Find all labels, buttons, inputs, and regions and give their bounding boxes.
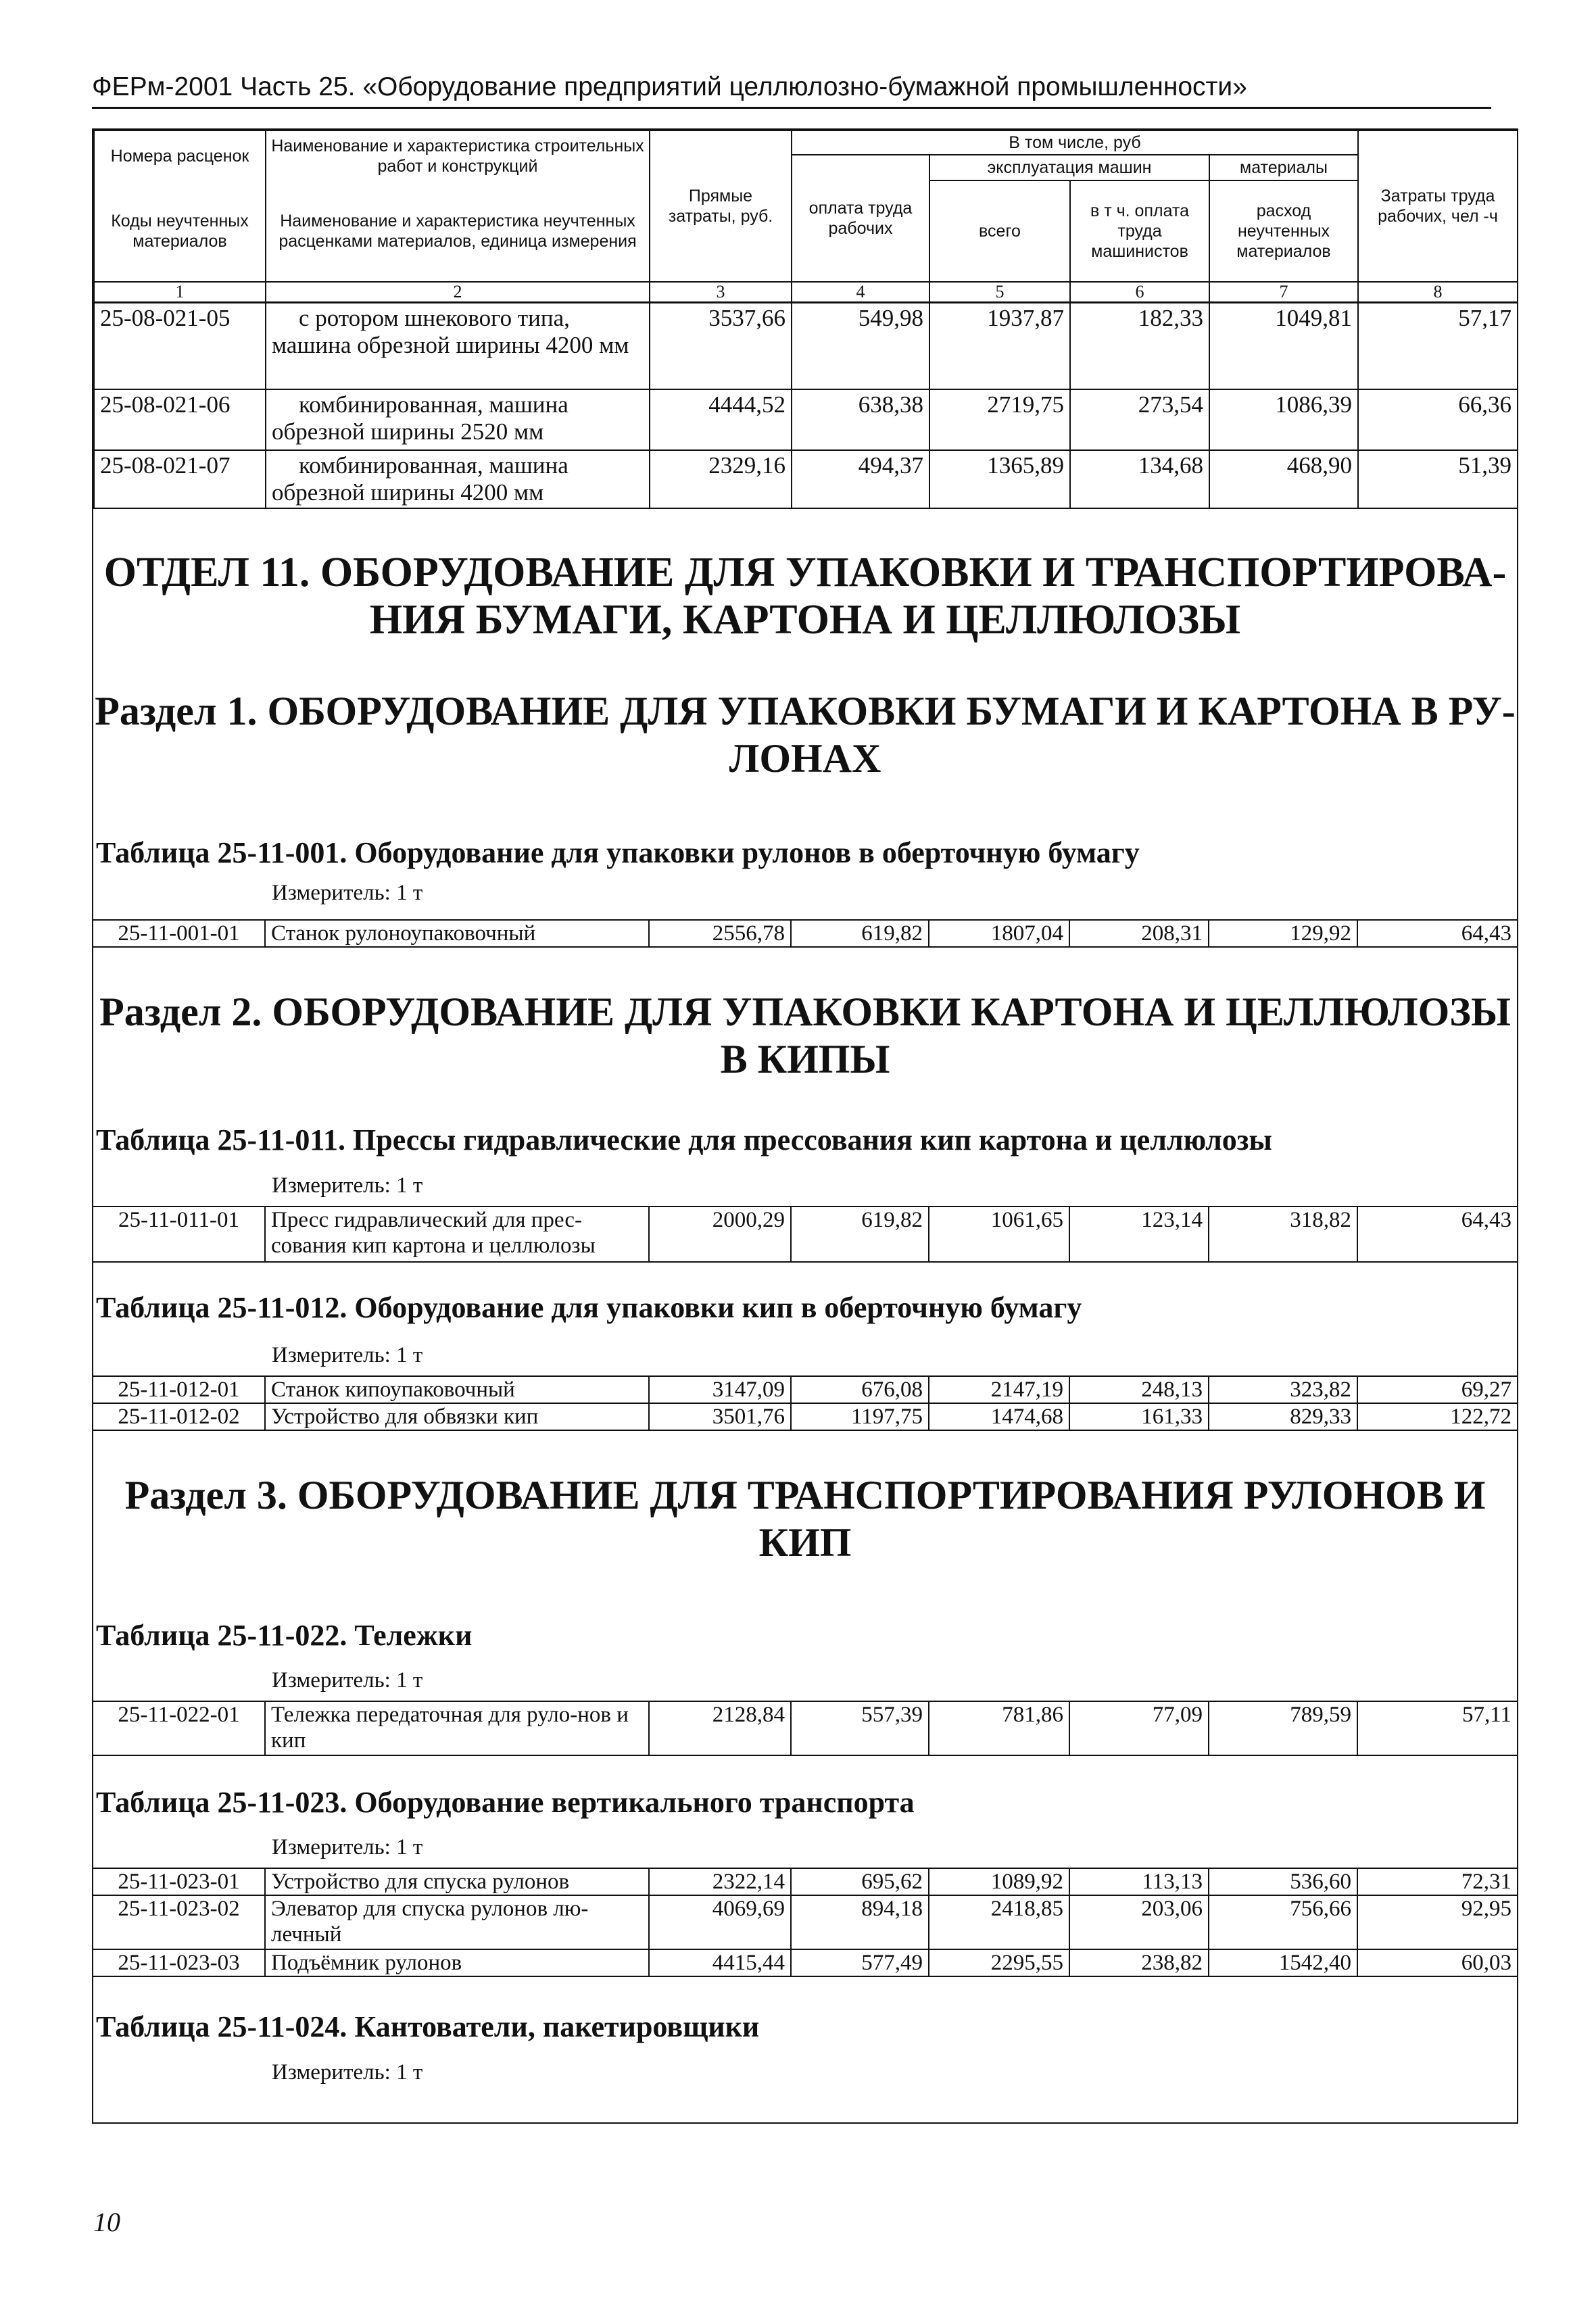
row-machines: 1089,92	[929, 1868, 1069, 1895]
measure-label: Измеритель: 1 т	[272, 1173, 423, 1198]
row-code: 25-11-023-02	[93, 1895, 265, 1949]
row-name: Станок рулоноупаковочный	[265, 920, 649, 947]
row-code: 25-08-021-05	[94, 303, 266, 389]
row-direct: 2556,78	[649, 920, 791, 947]
row-labor: 122,72	[1357, 1403, 1517, 1430]
col6-label: в т ч. оплата труда машинистов	[1070, 180, 1209, 282]
row-wages: 638,38	[792, 389, 929, 450]
row-labor: 64,43	[1357, 1207, 1517, 1262]
col-number: 5	[929, 282, 1070, 302]
col1-top-label: Номера расценок	[94, 130, 266, 180]
row-direct: 3501,76	[649, 1403, 791, 1430]
table-011	[93, 1206, 1517, 1263]
row-name: с ротором шнекового типа, машина обрезной ширины 4200 мм	[266, 303, 650, 389]
row-labor: 57,11	[1357, 1701, 1517, 1755]
row-wages: 557,39	[791, 1701, 929, 1755]
row-operators: 77,09	[1069, 1701, 1209, 1755]
row-labor: 66,36	[1358, 389, 1518, 450]
col2-bottom-label: Наименование и характеристика неучтенных расценками материалов, единица измерения	[266, 180, 650, 282]
row-operators: 123,14	[1069, 1207, 1209, 1262]
section-title-2: Раздел 2. ОБОРУДОВАНИЕ ДЛЯ УПАКОВКИ КАРТОНА И ЦЕЛЛЮЛОЗЫ В КИПЫ	[99, 990, 1511, 1081]
col8-label: Затраты труда рабочих, чел -ч	[1358, 130, 1518, 282]
row-direct: 2329,16	[650, 450, 792, 508]
row-direct: 2128,84	[649, 1701, 791, 1755]
measure-label: Измеритель: 1 т	[272, 2060, 423, 2085]
table-title-024: Таблица 25-11-024. Кантователи, пакетировщики	[96, 2010, 760, 2043]
col1-bottom-label: Коды неучтенных материалов	[94, 180, 266, 282]
table-title-001: Таблица 25-11-001. Оборудование для упаковки рулонов в оберточную бумагу	[96, 836, 1140, 869]
row-operators: 161,33	[1069, 1403, 1209, 1430]
table-012	[93, 1375, 1517, 1431]
row-code: 25-11-012-02	[93, 1403, 265, 1430]
row-wages: 676,08	[791, 1376, 929, 1403]
row-materials: 468,90	[1209, 450, 1358, 508]
row-name: Устройство для спуска рулонов	[265, 1868, 649, 1895]
row-code: 25-11-023-01	[93, 1868, 265, 1895]
measure-label: Измеритель: 1 т	[272, 1343, 423, 1367]
measure-label: Измеритель: 1 т	[272, 1835, 423, 1859]
document-frame	[92, 128, 1518, 2124]
row-materials: 129,92	[1209, 920, 1357, 947]
group-label: В том числе, руб	[792, 130, 1358, 155]
table-row	[94, 389, 1518, 450]
row-direct: 2000,29	[649, 1207, 791, 1262]
table-023	[93, 1868, 1517, 1977]
row-operators: 203,06	[1069, 1895, 1209, 1949]
row-materials: 318,82	[1209, 1207, 1357, 1262]
table-row	[93, 1403, 1517, 1430]
row-name: комбинированная, машина обрезной ширины 4200 мм	[266, 450, 650, 508]
row-machines: 1474,68	[929, 1403, 1069, 1430]
row-code: 25-11-011-01	[93, 1207, 265, 1262]
row-machines: 1937,87	[929, 303, 1070, 389]
row-wages: 619,82	[791, 1207, 929, 1262]
row-code: 25-11-012-01	[93, 1376, 265, 1403]
table-022	[93, 1701, 1517, 1756]
table-title-023: Таблица 25-11-023. Оборудование вертикального транспорта	[96, 1786, 915, 1819]
row-materials: 789,59	[1209, 1701, 1357, 1755]
row-machines: 2295,55	[929, 1949, 1069, 1976]
row-operators: 113,13	[1069, 1868, 1209, 1895]
table-row	[93, 1949, 1517, 1976]
col-number: 8	[1358, 282, 1518, 302]
row-code: 25-11-001-01	[93, 920, 265, 947]
col7-label: расход неучтенных материалов	[1209, 180, 1358, 282]
row-materials: 756,66	[1209, 1895, 1357, 1949]
row-direct: 3537,66	[650, 303, 792, 389]
row-machines: 2418,85	[929, 1895, 1069, 1949]
exploit-label: эксплуатация машин	[929, 155, 1209, 180]
measure-label: Измеритель: 1 т	[272, 881, 423, 905]
row-machines: 781,86	[929, 1701, 1069, 1755]
row-machines: 1807,04	[929, 920, 1069, 947]
row-direct: 3147,09	[649, 1376, 791, 1403]
row-machines: 1365,89	[929, 450, 1070, 508]
row-code: 25-11-022-01	[93, 1701, 265, 1755]
col5-label: всего	[929, 180, 1070, 282]
row-labor: 57,17	[1358, 303, 1518, 389]
section-title-1: Раздел 1. ОБОРУДОВАНИЕ ДЛЯ УПАКОВКИ БУМАГИ И КАРТОНА В РУ-ЛОНАХ	[95, 689, 1516, 781]
table-row	[93, 1207, 1517, 1262]
row-labor: 51,39	[1358, 450, 1518, 508]
otdel-title: ОТДЕЛ 11. ОБОРУДОВАНИЕ ДЛЯ УПАКОВКИ И ТРАНСПОРТИРОВА-НИЯ БУМАГИ, КАРТОНА И ЦЕЛЛЮЛОЗЫ	[103, 550, 1507, 643]
materials-label: материалы	[1209, 155, 1358, 180]
continued-rows	[93, 302, 1518, 509]
col-number: 7	[1209, 282, 1358, 302]
row-operators: 208,31	[1069, 920, 1209, 947]
row-direct: 4415,44	[649, 1949, 791, 1976]
row-name: Устройство для обвязки кип	[265, 1403, 649, 1430]
row-operators: 182,33	[1070, 303, 1209, 389]
table-row	[93, 1895, 1517, 1949]
row-wages: 695,62	[791, 1868, 929, 1895]
row-name: Пресс гидравлический для прес-сования кип картона и целлюлозы	[265, 1207, 649, 1262]
row-wages: 1197,75	[791, 1403, 929, 1430]
row-name: Подъёмник рулонов	[265, 1949, 649, 1976]
row-materials: 536,60	[1209, 1868, 1357, 1895]
page-number: 10	[93, 2207, 120, 2237]
col3-label: Прямые затраты, руб.	[650, 130, 792, 282]
row-labor: 64,43	[1357, 920, 1517, 947]
column-header	[93, 130, 1518, 303]
table-title-011: Таблица 25-11-011. Прессы гидравлические для прессования кип картона и целлюлозы	[96, 1123, 1272, 1156]
row-machines: 2147,19	[929, 1376, 1069, 1403]
table-row	[93, 1701, 1517, 1755]
row-name: Тележка передаточная для руло-нов и кип	[265, 1701, 649, 1755]
row-name: комбинированная, машина обрезной ширины 2520 мм	[266, 389, 650, 450]
row-operators: 248,13	[1069, 1376, 1209, 1403]
row-name: Станок кипоупаковочный	[265, 1376, 649, 1403]
col2-top-label: Наименование и характеристика строительных работ и конструкций	[266, 130, 650, 180]
row-labor: 69,27	[1357, 1376, 1517, 1403]
col-number: 2	[266, 282, 650, 302]
page-header: ФЕРм-2001 Часть 25. «Оборудование предприятий целлюлозно-бумажной промышленности»	[92, 72, 1247, 101]
table-row	[94, 303, 1518, 389]
row-labor: 72,31	[1357, 1868, 1517, 1895]
table-001	[93, 919, 1517, 948]
row-machines: 2719,75	[929, 389, 1070, 450]
row-materials: 1086,39	[1209, 389, 1358, 450]
row-direct: 4444,52	[650, 389, 792, 450]
col-number: 6	[1070, 282, 1209, 302]
measure-label: Измеритель: 1 т	[272, 1668, 423, 1692]
table-row	[93, 920, 1517, 947]
row-materials: 1049,81	[1209, 303, 1358, 389]
row-materials: 1542,40	[1209, 1949, 1357, 1976]
col-number: 4	[792, 282, 929, 302]
section-title-3: Раздел 3. ОБОРУДОВАНИЕ ДЛЯ ТРАНСПОРТИРОВАНИЯ РУЛОНОВ И КИП	[124, 1473, 1486, 1565]
row-direct: 4069,69	[649, 1895, 791, 1949]
row-code: 25-08-021-07	[94, 450, 266, 508]
table-row	[93, 1868, 1517, 1895]
row-operators: 238,82	[1069, 1949, 1209, 1976]
row-code: 25-08-021-06	[94, 389, 266, 450]
header-rule	[92, 107, 1491, 109]
row-code: 25-11-023-03	[93, 1949, 265, 1976]
row-operators: 134,68	[1070, 450, 1209, 508]
table-title-022: Таблица 25-11-022. Тележки	[96, 1619, 473, 1652]
row-labor: 60,03	[1357, 1949, 1517, 1976]
row-machines: 1061,65	[929, 1207, 1069, 1262]
table-row	[93, 1376, 1517, 1403]
col-number: 1	[94, 282, 266, 302]
col4-label: оплата труда рабочих	[792, 155, 929, 282]
row-wages: 619,82	[791, 920, 929, 947]
row-materials: 829,33	[1209, 1403, 1357, 1430]
table-row	[94, 450, 1518, 508]
col-number: 3	[650, 282, 792, 302]
row-wages: 549,98	[792, 303, 929, 389]
row-direct: 2322,14	[649, 1868, 791, 1895]
row-name: Элеватор для спуска рулонов лю-лечный	[265, 1895, 649, 1949]
row-materials: 323,82	[1209, 1376, 1357, 1403]
table-title-012: Таблица 25-11-012. Оборудование для упаковки кип в оберточную бумагу	[96, 1291, 1082, 1324]
row-wages: 894,18	[791, 1895, 929, 1949]
row-wages: 577,49	[791, 1949, 929, 1976]
row-operators: 273,54	[1070, 389, 1209, 450]
row-wages: 494,37	[792, 450, 929, 508]
row-labor: 92,95	[1357, 1895, 1517, 1949]
